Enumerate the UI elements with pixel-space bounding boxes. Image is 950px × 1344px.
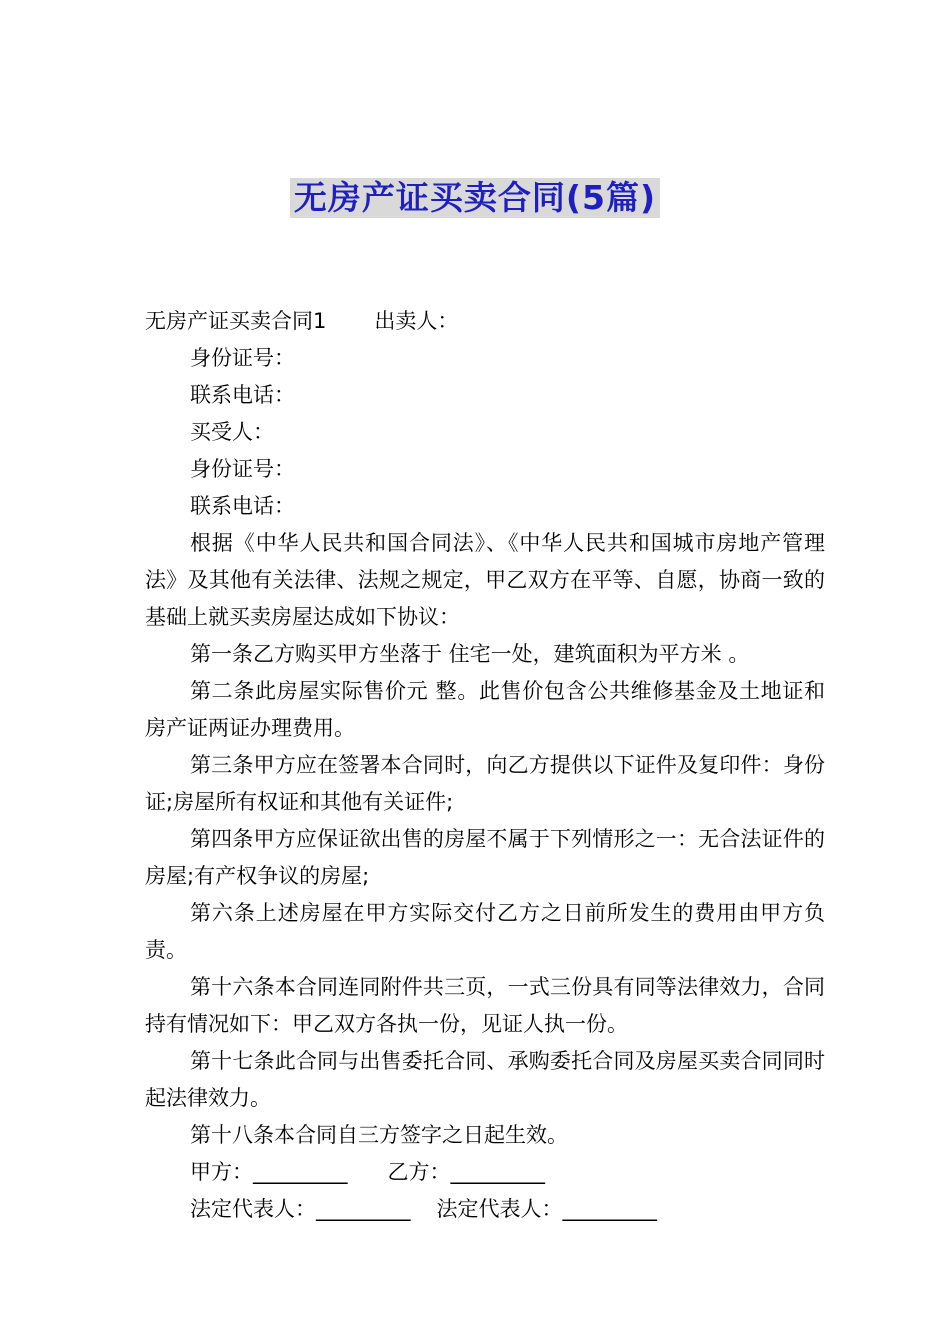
field-id-seller: 身份证号： xyxy=(190,346,295,370)
paragraph-article-2: 第二条此房屋实际售价元 整。此售价包含公共维修基金及土地证和房产证两证办理费用。 xyxy=(145,679,825,740)
document-title: 无房产证买卖合同(5篇) xyxy=(290,178,660,218)
field-id-buyer: 身份证号： xyxy=(190,457,295,481)
field-buyer: 买受人： xyxy=(190,420,274,444)
paragraph-preamble: 根据《中华人民共和国合同法》、《中华人民共和国城市房地产管理法》及其他有关法律、法规之规定，甲乙双方在平等、自愿，协商一致的基础上就买卖房屋达成如下协议： xyxy=(145,531,825,629)
paragraph-article-4: 第四条甲方应保证欲出售的房屋不属于下列情形之一：无合法证件的房屋;有产权争议的房屋; xyxy=(145,827,825,888)
paragraph-article-1: 第一条乙方购买甲方坐落于 住宅一处，建筑面积为平方米 。 xyxy=(190,642,750,666)
paragraph-article-3: 第三条甲方应在签署本合同时，向乙方提供以下证件及复印件：身份证;房屋所有权证和其他有关证件; xyxy=(145,753,825,814)
paragraph-article-17: 第十七条此合同与出售委托合同、承购委托合同及房屋买卖合同同时起法律效力。 xyxy=(145,1049,825,1110)
signature-rep-a: 法定代表人：_________ xyxy=(190,1197,411,1221)
field-phone-buyer: 联系电话： xyxy=(190,494,295,518)
contract-heading: 无房产证买卖合同1 xyxy=(145,309,327,333)
document-body xyxy=(145,303,825,1228)
paragraph-article-18: 第十八条本合同自三方签字之日起生效。 xyxy=(190,1123,568,1147)
signature-rep-b: 法定代表人：_________ xyxy=(436,1197,657,1221)
field-phone-seller: 联系电话： xyxy=(190,383,295,407)
title-container xyxy=(0,178,950,218)
signature-reps-line xyxy=(145,1191,825,1228)
signature-parties-line xyxy=(145,1154,825,1191)
signature-party-b: 乙方：_________ xyxy=(387,1160,545,1184)
seller-label: 出卖人： xyxy=(374,309,459,333)
paragraph-article-6: 第六条上述房屋在甲方实际交付乙方之日前所发生的费用由甲方负责。 xyxy=(145,901,825,962)
paragraph-article-16: 第十六条本合同连同附件共三页，一式三份具有同等法律效力，合同持有情况如下：甲乙双方各执一份，见证人执一份。 xyxy=(145,975,825,1036)
signature-party-a: 甲方：_________ xyxy=(190,1160,348,1184)
contract-heading-line xyxy=(145,303,825,340)
